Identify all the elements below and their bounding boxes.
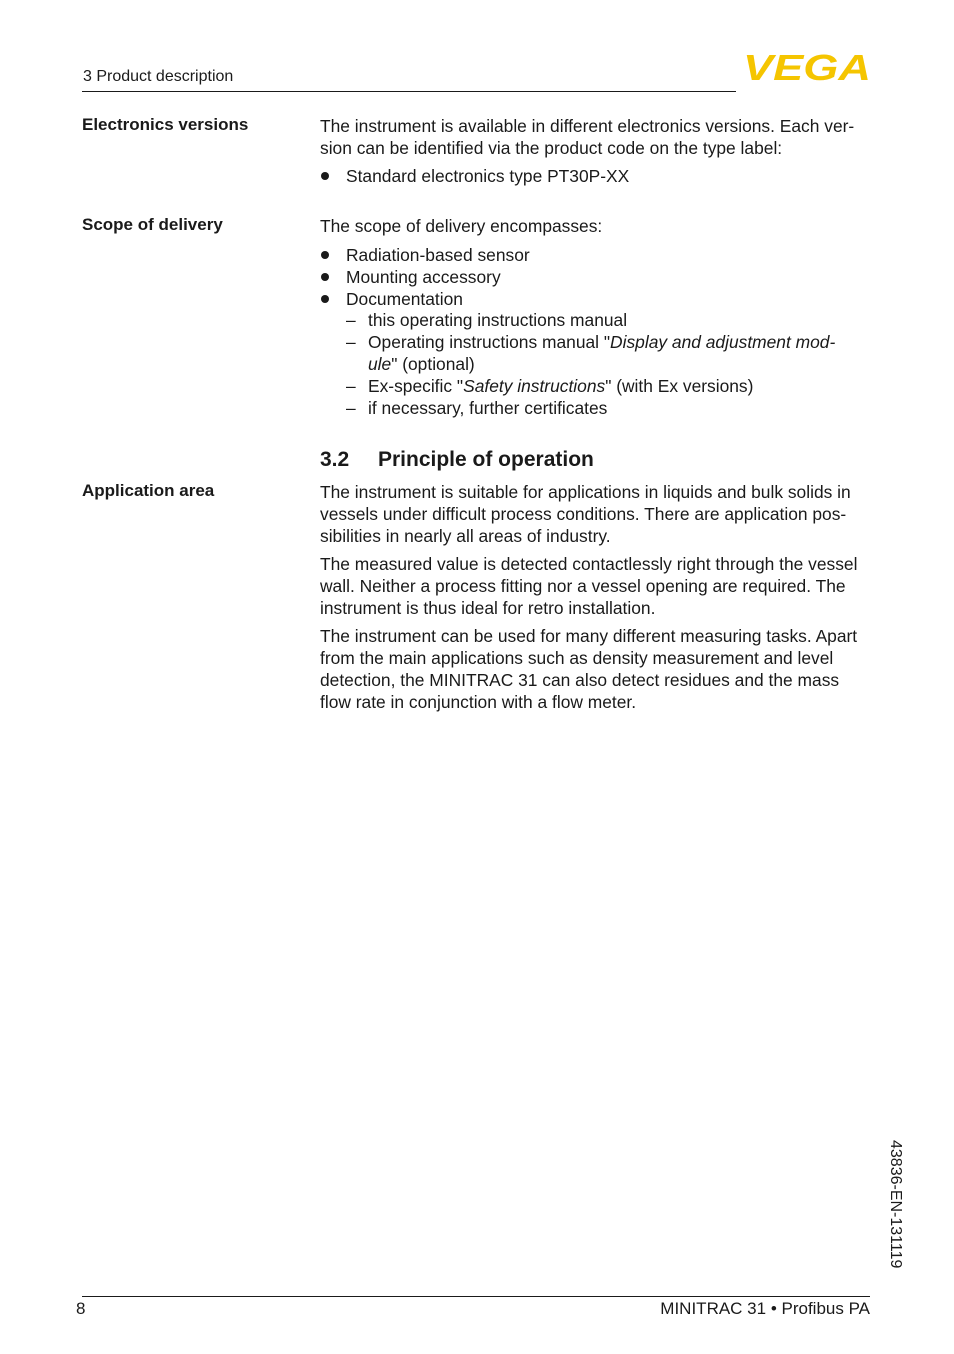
document-code: 43836-EN-131119: [887, 1140, 904, 1269]
electronics-versions-text: [320, 115, 880, 159]
application-paragraph-2: The measured value is detected contactlessly right through the vessel wall. Neither a process fitting nor a vessel opening are required. The instrument is thus ideal for retro installation.: [320, 554, 858, 618]
application-area-label: Application area: [82, 481, 215, 500]
header-rule: [82, 91, 736, 92]
list-item: – Operating instructions manual "Display and adjustment mod- ule" (optional): [346, 332, 836, 374]
section-title: Principle of operation: [378, 448, 594, 471]
application-paragraph-1: The instrument is suitable for applications in liquids and bulk solids in vessels under difficult process conditions. There are application pos- sibilities in nearly all areas of industry.: [320, 482, 851, 546]
electronics-bullet-list: [320, 165, 629, 187]
footer-doc-title: MINITRAC 31 • Profibus PA: [660, 1299, 870, 1318]
application-paragraph-3: The instrument can be used for many different measuring tasks. Apart from the main applications such as density measurement and level detection, the MINITRAC 31 can also detect residues and the mass flow rate in conjunction with a flow meter.: [320, 626, 858, 712]
bullet-icon: [321, 273, 329, 281]
svg-text:VEGA: VEGA: [743, 52, 871, 82]
scope-intro: The scope of delivery encompasses:: [320, 216, 603, 236]
bullet-icon: [321, 295, 329, 303]
list-item: Documentation: [320, 288, 530, 310]
text-line: The instrument is available in different electronics versions. Each ver-: [320, 116, 855, 136]
delivery-bullet-list: [320, 244, 530, 310]
section-number: 3.2: [320, 448, 350, 471]
list-item: – this operating instructions manual: [346, 310, 628, 330]
page-number: 8: [76, 1299, 86, 1318]
electronics-versions-label: Electronics versions: [82, 115, 249, 134]
list-item: Mounting accessory: [320, 266, 530, 288]
bullet-icon: [321, 172, 329, 180]
running-header: 3 Product description: [83, 68, 234, 85]
vega-logo: [742, 52, 872, 82]
text-line: sion can be identified via the product code on the type label:: [320, 138, 783, 158]
list-item: Standard electronics type PT30P-XX: [320, 165, 629, 187]
documentation-sub-list: [346, 309, 866, 419]
list-item: – Ex-specific "Safety instructions" (with Ex versions): [346, 376, 754, 396]
list-item: – if necessary, further certificates: [346, 398, 608, 418]
scope-of-delivery-label: Scope of delivery: [82, 215, 223, 234]
bullet-icon: [321, 251, 329, 259]
footer-rule: [82, 1296, 870, 1297]
list-item: Radiation-based sensor: [320, 244, 530, 266]
